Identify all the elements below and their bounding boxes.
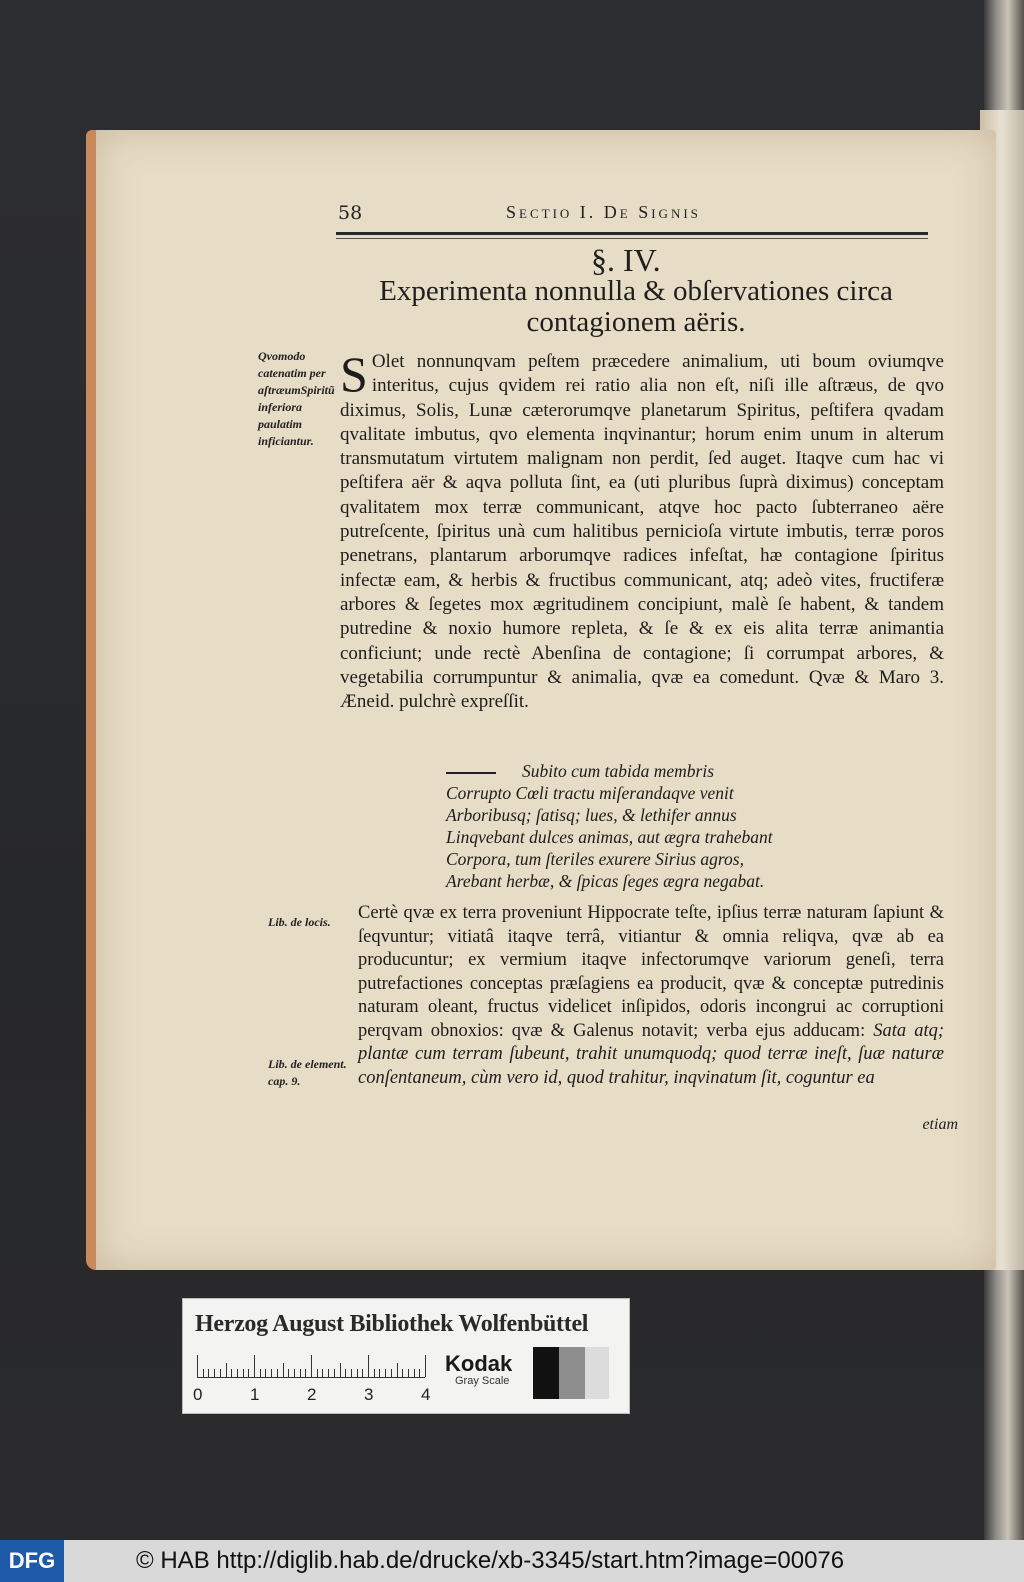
paragraph-2-text: Certè qvæ ex terra proveniunt Hippocrate teſte, ipſius terræ naturam ſapiunt & ſeqvuntur; vitiatâ itaqve terrâ, vitiantur & omnia reliqva, qvæ ab ea producuntur; ex vermium itaqve infectorumqve variorum geneſi, terra putrefactiones conceptas præſagiens ea producit, qvæ & conceptæ putredinis naturam oleant, fructus videlicet inſipidos, odoris incongrui ac corruptioni perqvam obnoxios: qvæ & Galenus notavit; verba ejus adducam: <box>358 903 944 1041</box>
ruler-number-4: 4 <box>421 1385 431 1404</box>
ruler-number-1: 1 <box>250 1385 260 1404</box>
catchword: etiam <box>922 1116 958 1133</box>
page-number: 58 <box>338 202 363 224</box>
kodak-logo: Kodak <box>445 1351 513 1376</box>
gray-patch-black <box>533 1347 559 1399</box>
ruler-number-3: 3 <box>364 1385 374 1404</box>
head-rule-thin <box>336 238 928 239</box>
ruler-number-2: 2 <box>307 1385 317 1404</box>
ruler-numbers <box>193 1385 433 1405</box>
book-page <box>86 130 996 1270</box>
section-mark: §. IV. <box>591 242 661 278</box>
verse-line-4: Linqvebant dulces animas, aut ægra trahebant <box>446 827 773 847</box>
color-calibration-card <box>182 1298 630 1414</box>
paragraph-1-text: Olet nonnunqvam peſtem præcedere animalium, uti boum oviumqve interitus, cujus qvidem rei ratio alia non eſt, niſi ille aſtræus, de qvo diximus, Solis, Lunæ cæterorumqve planetarum Spiritus, peſtifera qvadam qvalitate imbutus, qvo elementa inqvinantur; horum enim unum in alterum transmutatum virtutem malignam non perdit, ſed auget. Itaqve cum hac vi peſtifera aër & aqva polluta ſint, ea (uti pluribus ſuprà diximus) conceptam qvalitatem mox terræ communicant, atqve hoc pacto ſubterraneo aëre putreſcente, ſpiritus unà cum halitibus pernicioſa virtute imbutis, terræ poros penetrans, plantarum arborumqve radices infeſtat, hæ contagione ſpiritus infectæ eam, & herbis & fructibus communicant, atq; adeò vites, fructiferæ arbores & ſegetes mox ægritudinem concipiunt, malè ſe habent, & tandem putredine & noxio humore repleta, & ſe & ex eis alita terræ animantia conficiunt; unde rectè Abenſina de contagione; ſi corrumpat arbores, & vegetabilia corrumpuntur & animalia, qvæ ea comedunt. Qvæ & Maro 3. Æneid. pulchrè expreſſit. <box>340 351 944 713</box>
library-name: Herzog August Bibliothek Wolfenbüttel <box>195 1311 589 1337</box>
dfg-logo[interactable]: DFG <box>0 1540 64 1582</box>
gray-patch-light <box>585 1347 609 1399</box>
margin-note-2: Lib. de locis. <box>268 915 331 929</box>
verse-quote <box>446 760 773 892</box>
section-title <box>336 276 936 338</box>
margin-note-3: Lib. de element. cap. 9. <box>268 1057 347 1088</box>
verse-line-1 <box>446 760 773 782</box>
section-title-line-2: contagionem aëris. <box>526 306 746 338</box>
section-title-line-1: Experimenta nonnulla & obſervationes circa <box>379 275 893 307</box>
gray-patch-mid <box>559 1347 585 1399</box>
verse-line-3: Arboribusq; ſatisq; lues, & lethifer annus <box>446 805 737 825</box>
gray-scale-label: Gray Scale <box>455 1375 510 1387</box>
drop-cap: S <box>340 346 368 402</box>
verse-line-2: Corrupto Cœli tractu miſerandaqve venit <box>446 783 734 803</box>
footer-bar <box>0 1540 1024 1582</box>
verse-line-5: Corpora, tum ſteriles exurere Sirius agros, <box>446 849 744 869</box>
margin-note-1: Qvomodo catenatim per aſtræumSpiritũ inferiora paulatim inficiantur. <box>258 349 335 448</box>
head-rule <box>336 232 928 235</box>
paragraph-1 <box>340 346 944 714</box>
paragraph-2 <box>358 902 944 1090</box>
running-title: Sectio I. De Signis <box>506 202 701 222</box>
verse-dash <box>446 772 496 774</box>
ruler-scale <box>197 1355 425 1378</box>
verse-line-6: Arebant herbæ, & ſpicas ſeges ægra negabat. <box>446 871 765 891</box>
copyright-url[interactable]: © HAB http://diglib.hab.de/drucke/xb-3345/start.htm?image=00076 <box>136 1547 845 1574</box>
ruler-number-0: 0 <box>193 1385 203 1404</box>
running-head <box>96 202 996 228</box>
paragraph-2-quote: Sata atq; plantæ cum terram ſubeunt, trahit unumquodq; quod terræ ineſt, ſuæ naturæ conſentaneum, cùm vero id, quod trahitur, inqvinatum ſit, coguntur ea <box>358 1020 944 1088</box>
verse-line-1-text: Subito cum tabida membris <box>522 761 715 781</box>
